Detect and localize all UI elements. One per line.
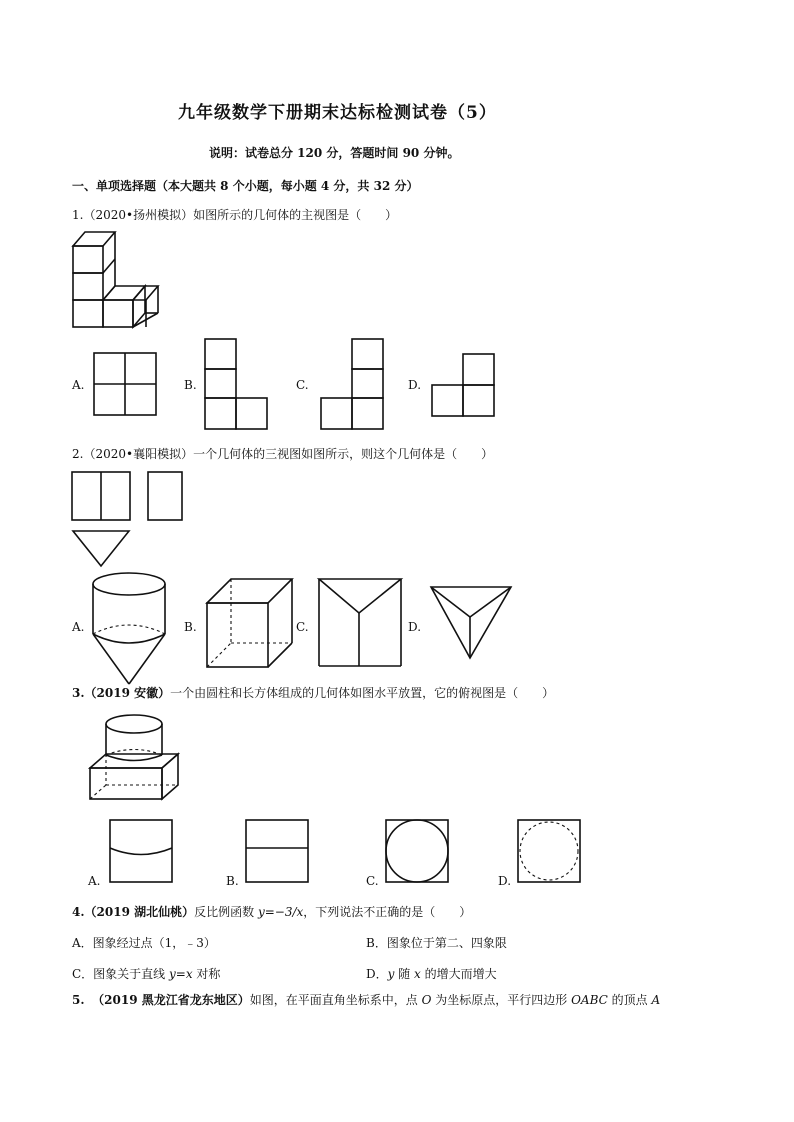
q4-option-c-text-a: C．图象关于直线 xyxy=(72,967,169,981)
q3-option-b-label[interactable]: B. xyxy=(226,874,239,888)
q5-text-a: 如图，在平面直角坐标系中，点 xyxy=(249,993,422,1007)
q4-option-d[interactable] xyxy=(366,966,497,982)
q4-option-d-text-b: 随 xyxy=(394,967,415,981)
q2-option-a-figure[interactable] xyxy=(88,570,170,688)
q3-option-a-figure[interactable] xyxy=(108,818,174,884)
q4-option-d-var-x: x xyxy=(414,967,421,981)
q1-option-a-figure[interactable] xyxy=(92,351,158,417)
q2-option-b-figure[interactable] xyxy=(204,576,296,672)
question-3-stem xyxy=(72,685,554,701)
instructions: 说明：试卷总分 120 分，答题时间 90 分钟。 xyxy=(209,146,460,160)
q2-option-d-figure[interactable] xyxy=(428,582,514,662)
q1-option-c-figure[interactable] xyxy=(319,337,385,431)
q1-option-d-label[interactable]: D. xyxy=(408,378,422,392)
q1-option-b-label[interactable]: B. xyxy=(184,378,197,392)
q1-option-c-label[interactable]: C. xyxy=(296,378,309,392)
q1-option-a-label[interactable]: A. xyxy=(72,378,85,392)
q5-source: （2019 黑龙江省龙东地区） xyxy=(92,993,250,1007)
q4-formula: y=−3/x xyxy=(257,905,304,919)
q2-option-c-label[interactable]: C. xyxy=(296,620,309,634)
q4-option-c-formula: y=x xyxy=(169,967,193,981)
q2-option-d-label[interactable]: D. xyxy=(408,620,422,634)
q5-text-c: 的顶点 xyxy=(607,993,652,1007)
q4-number: 4. xyxy=(72,905,85,919)
q4-option-d-text-a: D． xyxy=(366,967,388,981)
q2-option-b-label[interactable]: B. xyxy=(184,620,197,634)
q4-option-a[interactable]: A．图象经过点（1，﹣3） xyxy=(72,936,216,950)
q1-option-b-figure[interactable] xyxy=(203,337,269,431)
q2-option-a-label[interactable]: A. xyxy=(72,620,85,634)
q4-text-a: 反比例函数 xyxy=(194,905,258,919)
q5-point-o: O xyxy=(421,993,432,1007)
q5-text-b: 为坐标原点，平行四边形 xyxy=(431,993,572,1007)
q4-option-c[interactable] xyxy=(72,966,220,982)
question-2-stem: 2.（2020•襄阳模拟）一个几何体的三视图如图所示，则这个几何体是（ ） xyxy=(72,447,494,461)
q5-parallelogram: OABC xyxy=(571,993,608,1007)
question-5-stem xyxy=(72,992,660,1008)
q5-number: 5. xyxy=(72,993,85,1007)
q3-option-b-figure[interactable] xyxy=(244,818,310,884)
question-4-stem xyxy=(72,904,471,920)
q4-option-d-text-c: 的增大而增大 xyxy=(420,967,497,981)
q4-option-d-var-y: y xyxy=(387,967,395,981)
q3-option-c-figure[interactable] xyxy=(384,818,450,884)
question-3-solid-figure xyxy=(86,712,182,804)
q3-option-d-label[interactable]: D. xyxy=(498,874,512,888)
page-title: 九年级数学下册期末达标检测试卷（5） xyxy=(178,103,497,123)
q4-option-c-text-b: 对称 xyxy=(192,967,221,981)
q3-number: 3. xyxy=(72,686,85,700)
q4-source: （2019 湖北仙桃） xyxy=(84,905,195,919)
section-heading: 一、单项选择题（本大题共 8 个小题，每小题 4 分，共 32 分） xyxy=(72,179,419,193)
q5-point-a: A xyxy=(651,993,661,1007)
question-2-three-views xyxy=(70,470,186,572)
q3-source: （2019 安徽） xyxy=(84,686,171,700)
question-1-stem: 1.（2020•扬州模拟）如图所示的几何体的主视图是（ ） xyxy=(72,208,398,222)
q4-option-b[interactable]: B．图象位于第二、四象限 xyxy=(366,936,507,950)
q4-text-b: ，下列说法不正确的是（ ） xyxy=(303,905,472,919)
q3-option-a-label[interactable]: A. xyxy=(88,874,101,888)
q3-option-c-label[interactable]: C. xyxy=(366,874,379,888)
q2-option-c-figure[interactable] xyxy=(316,576,404,670)
question-1-solid-figure xyxy=(68,227,164,331)
q3-text: 一个由圆柱和长方体组成的几何体如图水平放置，它的俯视图是（ ） xyxy=(170,686,555,700)
q3-option-d-figure[interactable] xyxy=(516,818,582,884)
q1-option-d-figure[interactable] xyxy=(430,352,496,418)
